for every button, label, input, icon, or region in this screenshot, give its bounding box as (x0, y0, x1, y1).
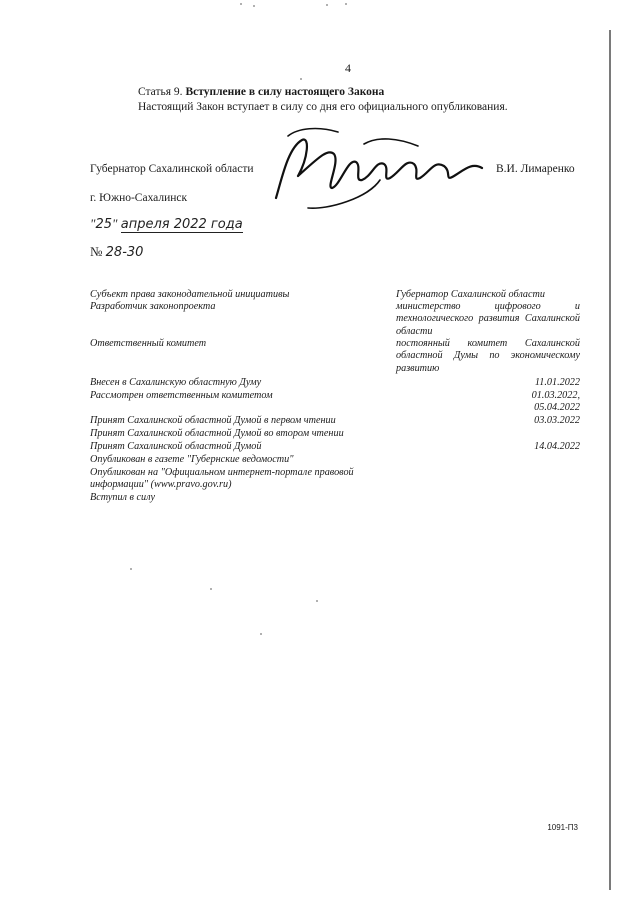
article-label: Статья 9. (138, 86, 183, 98)
governor-name: В.И. Лимаренко (496, 163, 575, 175)
footer-code: 1091-П3 (547, 823, 578, 832)
date-month-year: апреля 2022 года (120, 217, 243, 232)
published-portal-label-1: Опубликован на "Официальном интернет-портале правовой (90, 467, 354, 478)
developer-value: министерство цифрового и технологического развития Сахалинской области (396, 301, 580, 337)
introduced-date: 11.01.2022 (534, 377, 580, 388)
adopted-date: 14.04.2022 (534, 441, 580, 452)
city: г. Южно-Сахалинск (90, 192, 188, 204)
article-text: Настоящий Закон вступает в силу со дня его официального опубликования. (138, 101, 508, 113)
scan-speck (130, 568, 132, 570)
first-reading-date: 03.03.2022 (534, 415, 580, 426)
scan-speck (240, 3, 242, 5)
adopted-label: Принят Сахалинской областной Думой (90, 441, 262, 452)
article-title: Вступление в силу настоящего Закона (185, 86, 385, 98)
reviewed-label: Рассмотрен ответственным комитетом (90, 390, 273, 401)
committee-label: Ответственный комитет (90, 338, 207, 349)
law-number-value: 28-30 (105, 245, 144, 260)
article-heading (138, 86, 384, 98)
law-number: № 28-30 (90, 244, 144, 260)
published-gazette-label: Опубликован в газете "Губернские ведомости" (90, 454, 294, 465)
signature-image (268, 118, 498, 218)
scan-edge-line (609, 30, 611, 890)
scan-speck (253, 5, 255, 7)
reviewed-date-2: 05.04.2022 (534, 402, 580, 413)
governor-title: Губернатор Сахалинской области (90, 163, 254, 175)
scan-speck (345, 3, 347, 5)
scan-speck (326, 4, 328, 6)
scan-speck (300, 78, 302, 80)
reviewed-date-1: 01.03.2022, (531, 390, 580, 401)
committee-value: постоянный комитет Сахалинской областной Думы по экономическому развитию (396, 338, 580, 374)
first-reading-label: Принят Сахалинской областной Думой в первом чтении (90, 415, 336, 426)
date-day: 25 (95, 217, 113, 232)
in-force-label: Вступил в силу (90, 492, 155, 503)
signing-date: "25" апреля 2022 года (90, 216, 243, 232)
introduced-label: Внесен в Сахалинскую областную Думу (90, 377, 262, 388)
subject-label: Субъект права законодательной инициативы (90, 289, 290, 300)
subject-value: Губернатор Сахалинской области (396, 289, 545, 300)
second-reading-label: Принят Сахалинской областной Думой во втором чтении (90, 428, 344, 439)
page-number: 4 (345, 61, 351, 75)
developer-label: Разработчик законопроекта (90, 301, 216, 312)
scan-speck (316, 600, 318, 602)
scan-speck (260, 633, 262, 635)
published-portal-label-2: информации" (www.pravo.gov.ru) (90, 479, 232, 490)
scan-speck (210, 588, 212, 590)
